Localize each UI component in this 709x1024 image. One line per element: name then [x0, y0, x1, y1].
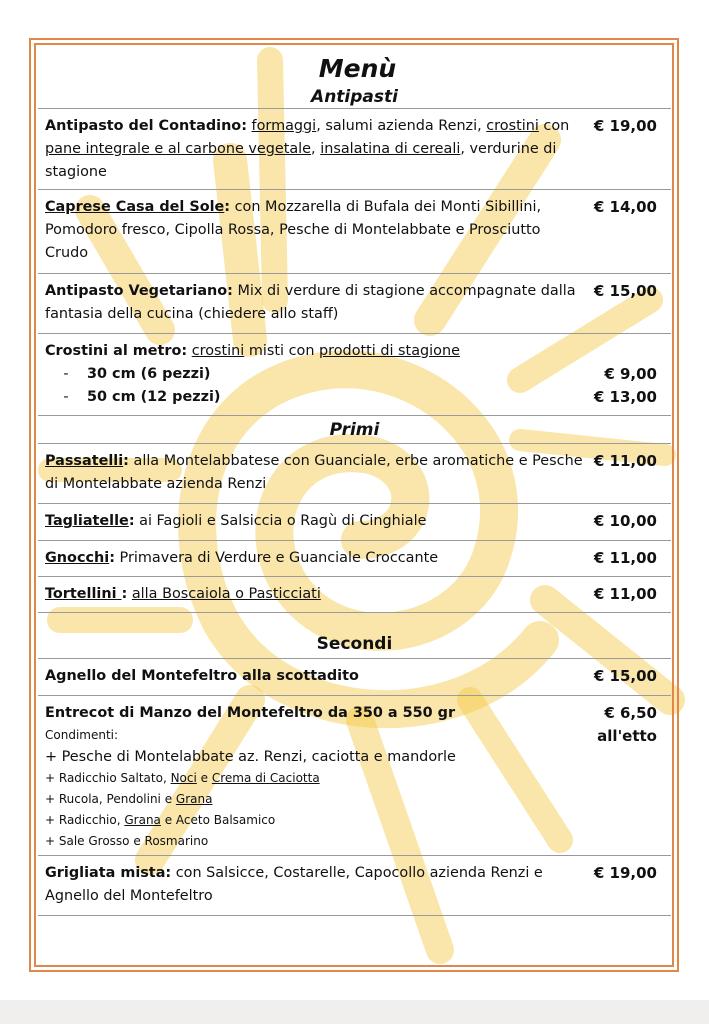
item-price: € 14,00: [593, 198, 657, 216]
menu-item-antipasto-vegetariano: [38, 274, 671, 334]
item-description: Passatelli: alla Montelabbatese con Guanciale, erbe aromatiche e Pesche di Montelabbate azienda Renzi: [45, 453, 583, 492]
option-50cm: - 50 cm (12 pezzi): [63, 389, 221, 405]
item-description: Crostini al metro: crostini misti con prodotti di stagione - 30 cm (6 pezzi) - 50 cm (12 pezzi): [45, 340, 585, 409]
item-description: Tagliatelle: ai Fagioli e Salsiccia o Ragù di Cinghiale: [45, 513, 427, 529]
item-price: € 11,00: [593, 452, 657, 470]
condimenti-label: Condimenti:: [45, 728, 119, 742]
price-unit: all'etto: [597, 727, 657, 745]
condimento-4: + Radicchio, Grana e Aceto Balsamico: [45, 813, 276, 827]
item-price: € 19,00: [593, 864, 657, 882]
item-price: € 15,00: [593, 667, 657, 685]
price-50cm: € 13,00: [593, 388, 657, 406]
condimento-2: + Radicchio Saltato, Noci e Crema di Caciotta: [45, 771, 320, 785]
item-description: Gnocchi: Primavera di Verdure e Guanciale Croccante: [45, 550, 439, 566]
item-description: Entrecot di Manzo del Montefeltro da 350 a 550 gr Condimenti: + Pesche di Montelabbate az. Renzi, caciotta e mandorle + Radicchio Saltato, Noci e Crema di Caciotta + Rucola, Pendolini e Grana + Radicchio, Grana e Aceto Balsamico + Sale Grosso e Rosmarino: [45, 702, 585, 849]
menu-item-gnocchi: [38, 541, 671, 577]
condimento-5: + Sale Grosso e Rosmarino: [45, 834, 209, 848]
item-price: € 6,50 all'etto: [587, 702, 657, 849]
menu-item-tortellini: [38, 577, 671, 613]
menu-item-crostini-al-metro: [38, 334, 671, 416]
menu-item-passatelli: [38, 443, 671, 504]
menu-content: [38, 52, 671, 916]
item-description: Antipasto del Contadino: formaggi, salumi azienda Renzi, crostini con pane integrale e al carbone vegetale, insalatina di cereali, verdurine di stagione: [45, 118, 570, 180]
item-price: € 11,00: [593, 549, 657, 567]
option-30cm: - 30 cm (6 pezzi): [63, 366, 211, 382]
item-price: € 19,00: [593, 117, 657, 135]
section-title-secondi: Secondi: [316, 634, 393, 654]
menu-item-antipasto-contadino: [38, 108, 671, 190]
menu-item-caprese: [38, 190, 671, 274]
item-price: € 15,00: [593, 282, 657, 300]
item-description: Grigliata mista: con Salsicce, Costarelle, Capocollo azienda Renzi e Agnello del Montefeltro: [45, 865, 543, 904]
condimento-3: + Rucola, Pendolini e Grana: [45, 792, 213, 806]
section-title-primi: Primi: [329, 420, 380, 440]
price-30cm: € 9,00: [604, 365, 657, 383]
menu-item-entrecot: [38, 696, 671, 856]
item-description: Agnello del Montefeltro alla scottadito: [45, 668, 359, 684]
condimento-1: + Pesche di Montelabbate az. Renzi, caciotta e mandorle: [45, 749, 456, 765]
item-price: [587, 340, 657, 409]
item-description: Caprese Casa del Sole: con Mozzarella di Bufala dei Monti Sibillini, Pomodoro fresco, Cipolla Rossa, Pesche di Montelabbate e Prosciutto Crudo: [45, 199, 542, 261]
item-description: Antipasto Vegetariano: Mix di verdure di stagione accompagnate dalla fantasia della cucina (chiedere allo staff): [45, 283, 576, 322]
menu-title: Menù: [318, 54, 397, 83]
item-description: Tortellini : alla Boscaiola o Pasticciati: [45, 586, 321, 602]
item-price: € 10,00: [593, 512, 657, 530]
item-price: € 11,00: [593, 585, 657, 603]
menu-item-grigliata-mista: [38, 856, 671, 916]
section-title-antipasti: Antipasti: [311, 87, 398, 107]
menu-item-tagliatelle: [38, 504, 671, 541]
menu-item-agnello: [38, 658, 671, 696]
